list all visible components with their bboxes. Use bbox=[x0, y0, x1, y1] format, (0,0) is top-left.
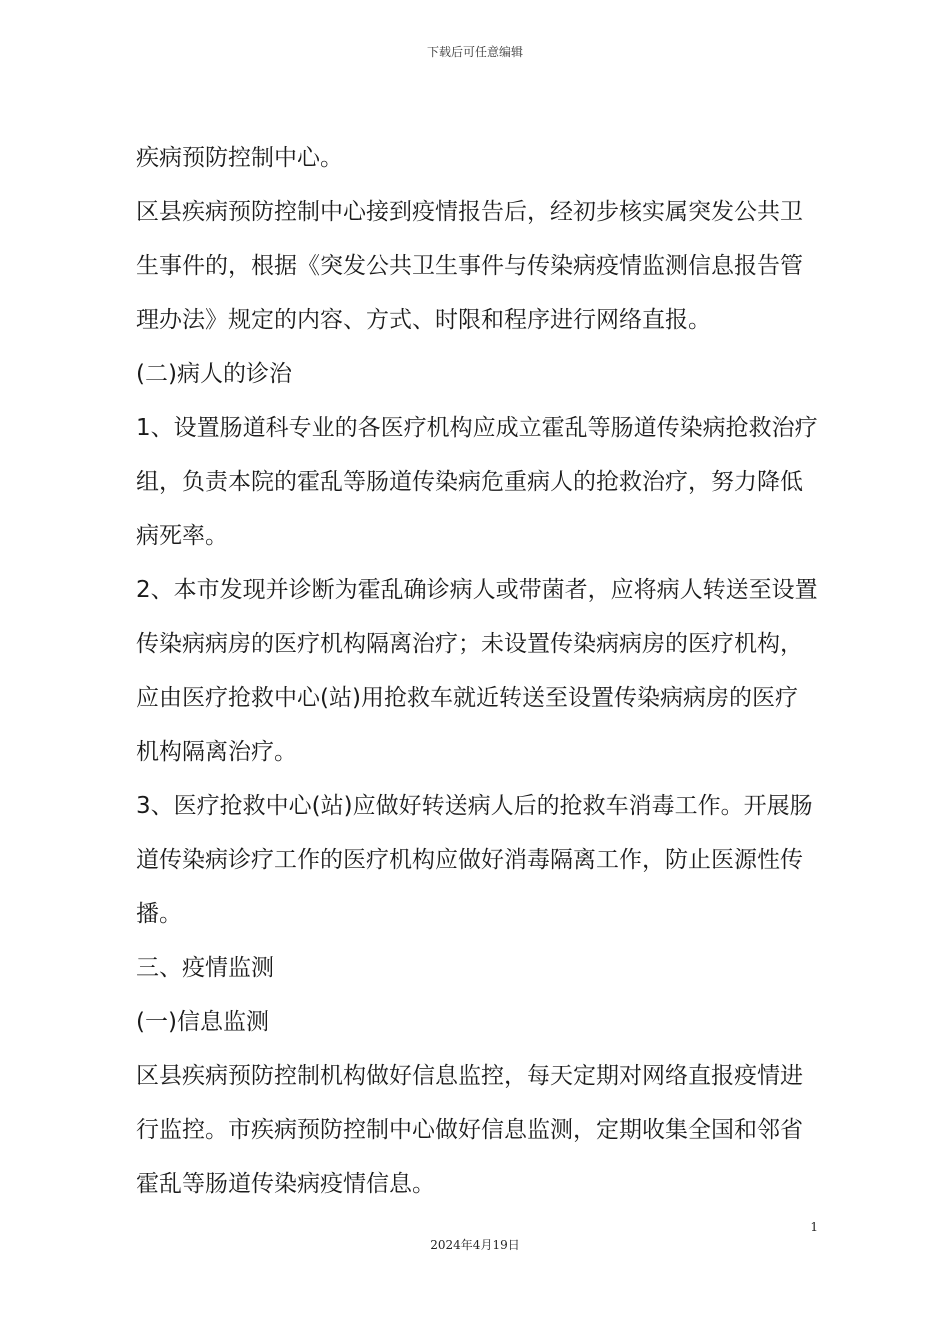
page-number: 1 bbox=[810, 1220, 818, 1234]
paragraph: 疾病预防控制中心。 bbox=[136, 145, 343, 171]
section-subheading: (二)病人的诊治 bbox=[136, 361, 292, 387]
section-heading: 三、疫情监测 bbox=[136, 955, 274, 981]
page-header: 下载后可任意编辑 bbox=[426, 45, 523, 59]
paragraph: 区县疾病预防控制机构做好信息监控，每天定期对网络直报疫情进行监控。市疾病预防控制中心做好信息监测，定期收集全国和邻省霍乱等肠道传染病疫情信息。 bbox=[136, 1063, 803, 1197]
paragraph: 3、医疗抢救中心(站)应做好转送病人后的抢救车消毒工作。开展肠道传染病诊疗工作的医疗机构应做好消毒隔离工作，防止医源性传播。 bbox=[136, 793, 813, 927]
paragraph: 2、本市发现并诊断为霍乱确诊病人或带菌者，应将病人转送至设置传染病病房的医疗机构隔离治疗；未设置传染病病房的医疗机构，应由医疗抢救中心(站)用抢救车就近转送至设置传染病病房的医疗机构隔离治疗。 bbox=[136, 577, 818, 765]
paragraph: 区县疾病预防控制中心接到疫情报告后，经初步核实属突发公共卫生事件的，根据《突发公共卫生事件与传染病疫情监测信息报告管理办法》规定的内容、方式、时限和程序进行网络直报。 bbox=[136, 199, 803, 333]
section-subheading: (一)信息监测 bbox=[136, 1009, 269, 1035]
page-footer-date: 2024年4月19日 bbox=[430, 1238, 520, 1252]
paragraph: 1、设置肠道科专业的各医疗机构应成立霍乱等肠道传染病抢救治疗组，负责本院的霍乱等肠道传染病危重病人的抢救治疗，努力降低病死率。 bbox=[136, 415, 818, 549]
document-body bbox=[136, 131, 820, 1211]
